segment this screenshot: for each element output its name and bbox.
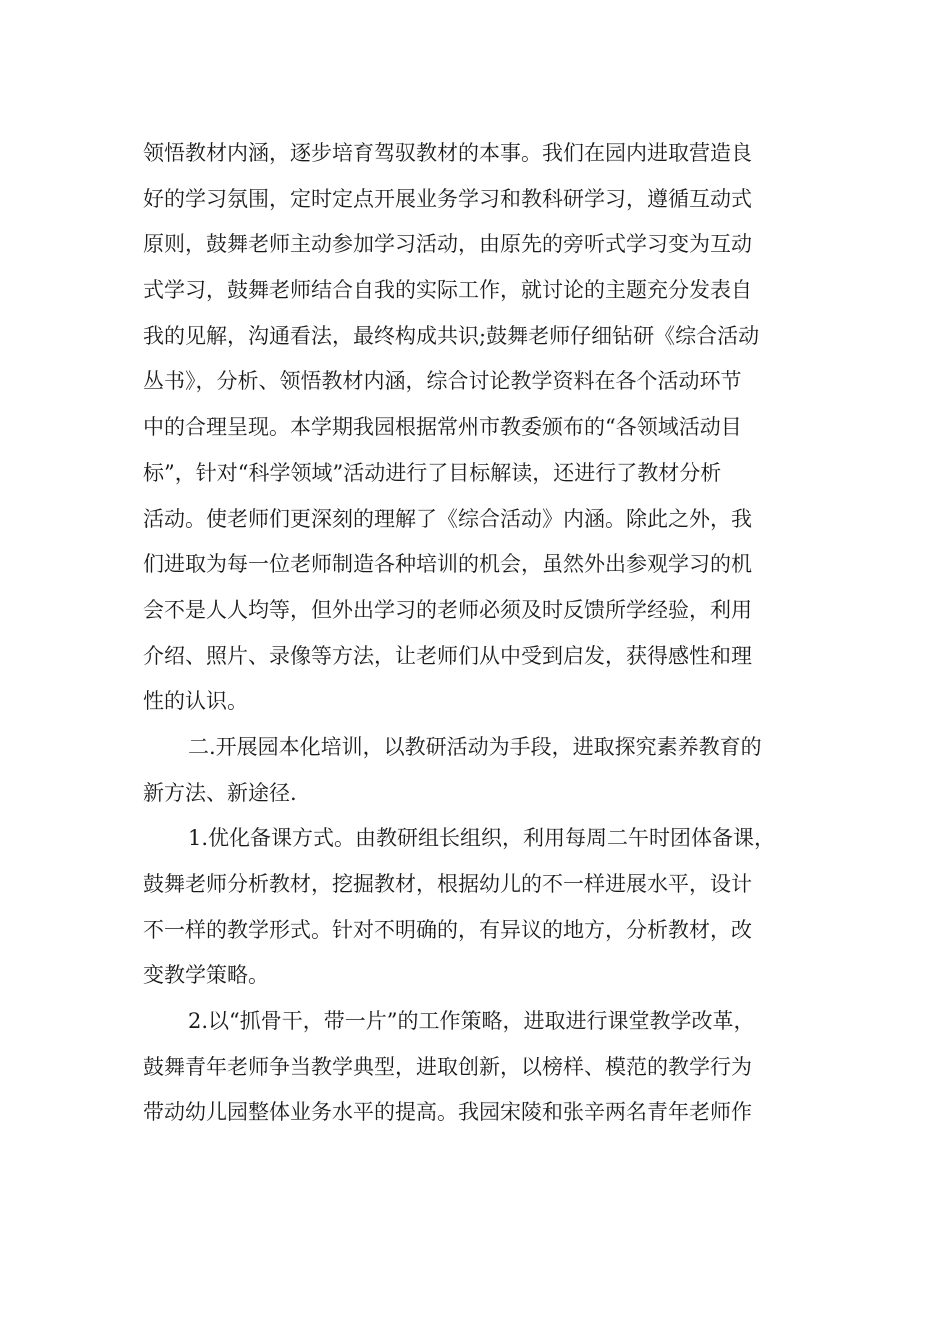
text-line: 新方法、新途径. bbox=[143, 780, 297, 805]
section-heading-paragraph bbox=[143, 725, 808, 816]
numbered-paragraph-2 bbox=[143, 999, 808, 1136]
document-body bbox=[143, 131, 808, 1136]
text-line: 带动幼儿园整体业务水平的提高。我园宋陵和张辛两名青年老师作 bbox=[143, 1100, 752, 1125]
text-line: 会不是人人均等，但外出学习的老师必须及时反馈所学经验，利用 bbox=[143, 597, 752, 622]
text-line: 活动。使老师们更深刻的理解了《综合活动》内涵。除此之外，我 bbox=[143, 506, 752, 531]
text-line: 1.优化备课方式。由教研组长组织，利用每周二午时团体备课， bbox=[188, 826, 776, 851]
text-line: 鼓舞老师分析教材，挖掘教材，根据幼儿的不一样进展水平，设计 bbox=[143, 872, 752, 896]
text-line: 介绍、照片、录像等方法，让老师们从中受到启发，获得感性和理 bbox=[143, 643, 752, 668]
text-line: 鼓舞青年老师争当教学典型，进取创新，以榜样、模范的教学行为 bbox=[143, 1054, 752, 1079]
text-line: 们进取为每一位老师制造各种培训的机会，虽然外出参观学习的机 bbox=[143, 552, 752, 577]
paragraph-continued bbox=[143, 131, 808, 725]
text-line: 性的认识。 bbox=[143, 689, 248, 714]
text-line: 变教学策略。 bbox=[143, 963, 269, 988]
text-line: 不一样的教学形式。针对不明确的，有异议的地方，分析教材，改 bbox=[143, 917, 752, 942]
text-line: 标”，针对“科学领域”活动进行了目标解读，还进行了教材分析 bbox=[143, 460, 722, 485]
text-line: 二.开展园本化培训，以教研活动为手段，进取探究素养教育的 bbox=[188, 734, 762, 759]
text-line: 丛书》，分析、领悟教材内涵，综合讨论教学资料在各个活动环节 bbox=[143, 369, 742, 394]
text-line: 原则，鼓舞老师主动参加学习活动，由原先的旁听式学习变为互动 bbox=[143, 232, 752, 257]
text-line: 中的合理呈现。本学期我园根据常州市教委颁布的“各领域活动目 bbox=[143, 415, 742, 440]
text-line: 领悟教材内涵，逐步培育驾驭教材的本事。我们在园内进取营造良 bbox=[143, 141, 752, 165]
text-line: 2.以“抓骨干，带一片”的工作策略，进取进行课堂教学改革， bbox=[188, 1009, 755, 1034]
text-line: 我的见解，沟通看法，最终构成共识;鼓舞老师仔细钻研《综合活动 bbox=[143, 323, 760, 348]
text-line: 式学习，鼓舞老师结合自我的实际工作，就讨论的主题充分发表自 bbox=[143, 278, 752, 303]
text-line: 好的学习氛围，定时定点开展业务学习和教科研学习，遵循互动式 bbox=[143, 186, 752, 211]
numbered-paragraph-1 bbox=[143, 816, 808, 999]
